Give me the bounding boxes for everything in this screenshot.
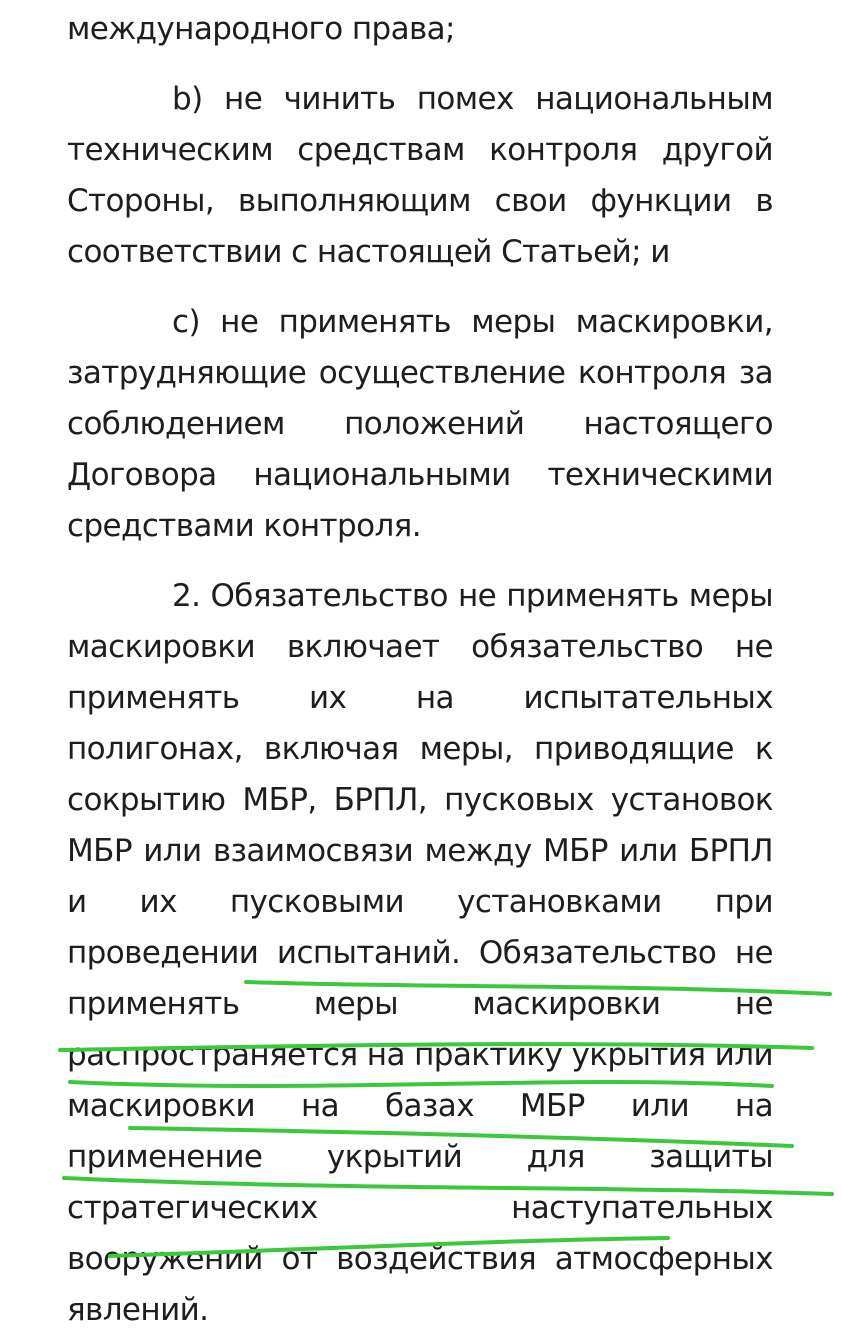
- document-body: [67, 4, 773, 1336]
- paragraph-item-b: b) не чинить помех национальным техническим средствам контроля другой Стороны, выполняющим свои функции в соответствии с настоящей Статьей; и: [67, 81, 773, 270]
- paragraph-item-c: с) не применять меры маскировки, затрудняющие осуществление контроля за соблюдением положений настоящего Договора национальными техническими средствами контроля.: [67, 304, 773, 544]
- paragraph-continuation: международного права;: [67, 11, 455, 47]
- paragraph-2: 2. Обязательство не применять меры маскировки включает обязательство не применять их на испытательных полигонах, включая меры, приводящие к сокрытию МБР, БРПЛ, пусковых установок МБР или взаимосвязи между МБР или БРПЛ и их пусковыми установками при проведении испытаний. Обязательство не применять меры маскировки не распространяется на практику укрытия или маскировки на базах МБР или на применение укрытий для защиты стратегических наступательных вооружений от воздействия атмосферных явлений.: [67, 578, 773, 1328]
